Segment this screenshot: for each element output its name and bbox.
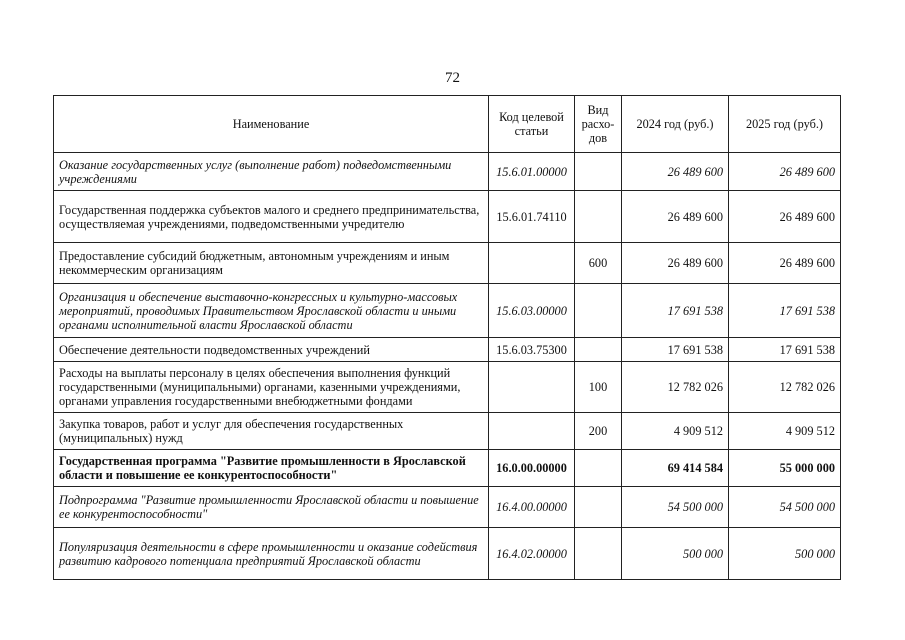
row-type bbox=[575, 284, 622, 338]
row-type bbox=[575, 528, 622, 580]
table-header-row bbox=[54, 96, 841, 153]
row-code: 16.0.00.00000 bbox=[489, 450, 575, 487]
row-2025: 26 489 600 bbox=[729, 153, 841, 191]
table-row bbox=[54, 284, 841, 338]
row-2025: 55 000 000 bbox=[729, 450, 841, 487]
row-name: Государственная программа "Развитие промышленности в Ярославской области и повышение ее конкурентоспособности" bbox=[54, 450, 489, 487]
row-name: Подпрограмма "Развитие промышленности Ярославской области и повышение ее конкурентоспособности" bbox=[54, 487, 489, 528]
row-2025: 17 691 538 bbox=[729, 338, 841, 362]
row-name: Расходы на выплаты персоналу в целях обеспечения выполнения функций государственными (муниципальными) органами, казенными учреждениями, органами управления государственными внебюджетными фондами bbox=[54, 362, 489, 413]
row-name: Закупка товаров, работ и услуг для обеспечения государственных (муниципальных) нужд bbox=[54, 413, 489, 450]
row-2024: 4 909 512 bbox=[622, 413, 729, 450]
table-row bbox=[54, 243, 841, 284]
header-2024: 2024 год (руб.) bbox=[622, 96, 729, 153]
row-type bbox=[575, 487, 622, 528]
row-2025: 26 489 600 bbox=[729, 243, 841, 284]
row-code: 16.4.00.00000 bbox=[489, 487, 575, 528]
row-2025: 4 909 512 bbox=[729, 413, 841, 450]
row-type: 100 bbox=[575, 362, 622, 413]
row-type: 600 bbox=[575, 243, 622, 284]
row-code bbox=[489, 413, 575, 450]
table-row bbox=[54, 413, 841, 450]
row-type bbox=[575, 191, 622, 243]
row-name: Оказание государственных услуг (выполнение работ) подведомственными учреждениями bbox=[54, 153, 489, 191]
row-2024: 69 414 584 bbox=[622, 450, 729, 487]
row-type bbox=[575, 450, 622, 487]
row-2025: 54 500 000 bbox=[729, 487, 841, 528]
header-type: Вид расхо-дов bbox=[575, 96, 622, 153]
row-2024: 12 782 026 bbox=[622, 362, 729, 413]
row-name: Популяризация деятельности в сфере промышленности и оказание содействия развитию кадрового потенциала предприятий Ярославской области bbox=[54, 528, 489, 580]
row-name: Обеспечение деятельности подведомственных учреждений bbox=[54, 338, 489, 362]
row-2025: 500 000 bbox=[729, 528, 841, 580]
row-2024: 26 489 600 bbox=[622, 191, 729, 243]
row-code: 16.4.02.00000 bbox=[489, 528, 575, 580]
row-type: 200 bbox=[575, 413, 622, 450]
row-2024: 500 000 bbox=[622, 528, 729, 580]
row-2024: 17 691 538 bbox=[622, 284, 729, 338]
header-2025: 2025 год (руб.) bbox=[729, 96, 841, 153]
header-name: Наименование bbox=[54, 96, 489, 153]
row-2024: 26 489 600 bbox=[622, 243, 729, 284]
row-2024: 17 691 538 bbox=[622, 338, 729, 362]
row-name: Государственная поддержка субъектов малого и среднего предпринимательства, осуществляемая учреждениями, подведомственными учредителю bbox=[54, 191, 489, 243]
row-name: Организация и обеспечение выставочно-конгрессных и культурно-массовых мероприятий, проводимых Правительством Ярославской области и иными органами исполнительной власти Ярославской области bbox=[54, 284, 489, 338]
row-code: 15.6.01.74110 bbox=[489, 191, 575, 243]
row-2024: 26 489 600 bbox=[622, 153, 729, 191]
table-row bbox=[54, 450, 841, 487]
table-row bbox=[54, 362, 841, 413]
row-2025: 12 782 026 bbox=[729, 362, 841, 413]
row-type bbox=[575, 338, 622, 362]
row-code bbox=[489, 362, 575, 413]
table-row bbox=[54, 191, 841, 243]
table-row bbox=[54, 153, 841, 191]
table-row bbox=[54, 528, 841, 580]
row-type bbox=[575, 153, 622, 191]
row-code bbox=[489, 243, 575, 284]
budget-table bbox=[53, 95, 841, 580]
row-2025: 17 691 538 bbox=[729, 284, 841, 338]
row-code: 15.6.03.00000 bbox=[489, 284, 575, 338]
table-row bbox=[54, 487, 841, 528]
table-row bbox=[54, 338, 841, 362]
row-code: 15.6.01.00000 bbox=[489, 153, 575, 191]
row-name: Предоставление субсидий бюджетным, автономным учреждениям и иным некоммерческим организациям bbox=[54, 243, 489, 284]
row-2025: 26 489 600 bbox=[729, 191, 841, 243]
row-2024: 54 500 000 bbox=[622, 487, 729, 528]
header-code: Код целевой статьи bbox=[489, 96, 575, 153]
page-number: 72 bbox=[445, 70, 460, 86]
row-code: 15.6.03.75300 bbox=[489, 338, 575, 362]
